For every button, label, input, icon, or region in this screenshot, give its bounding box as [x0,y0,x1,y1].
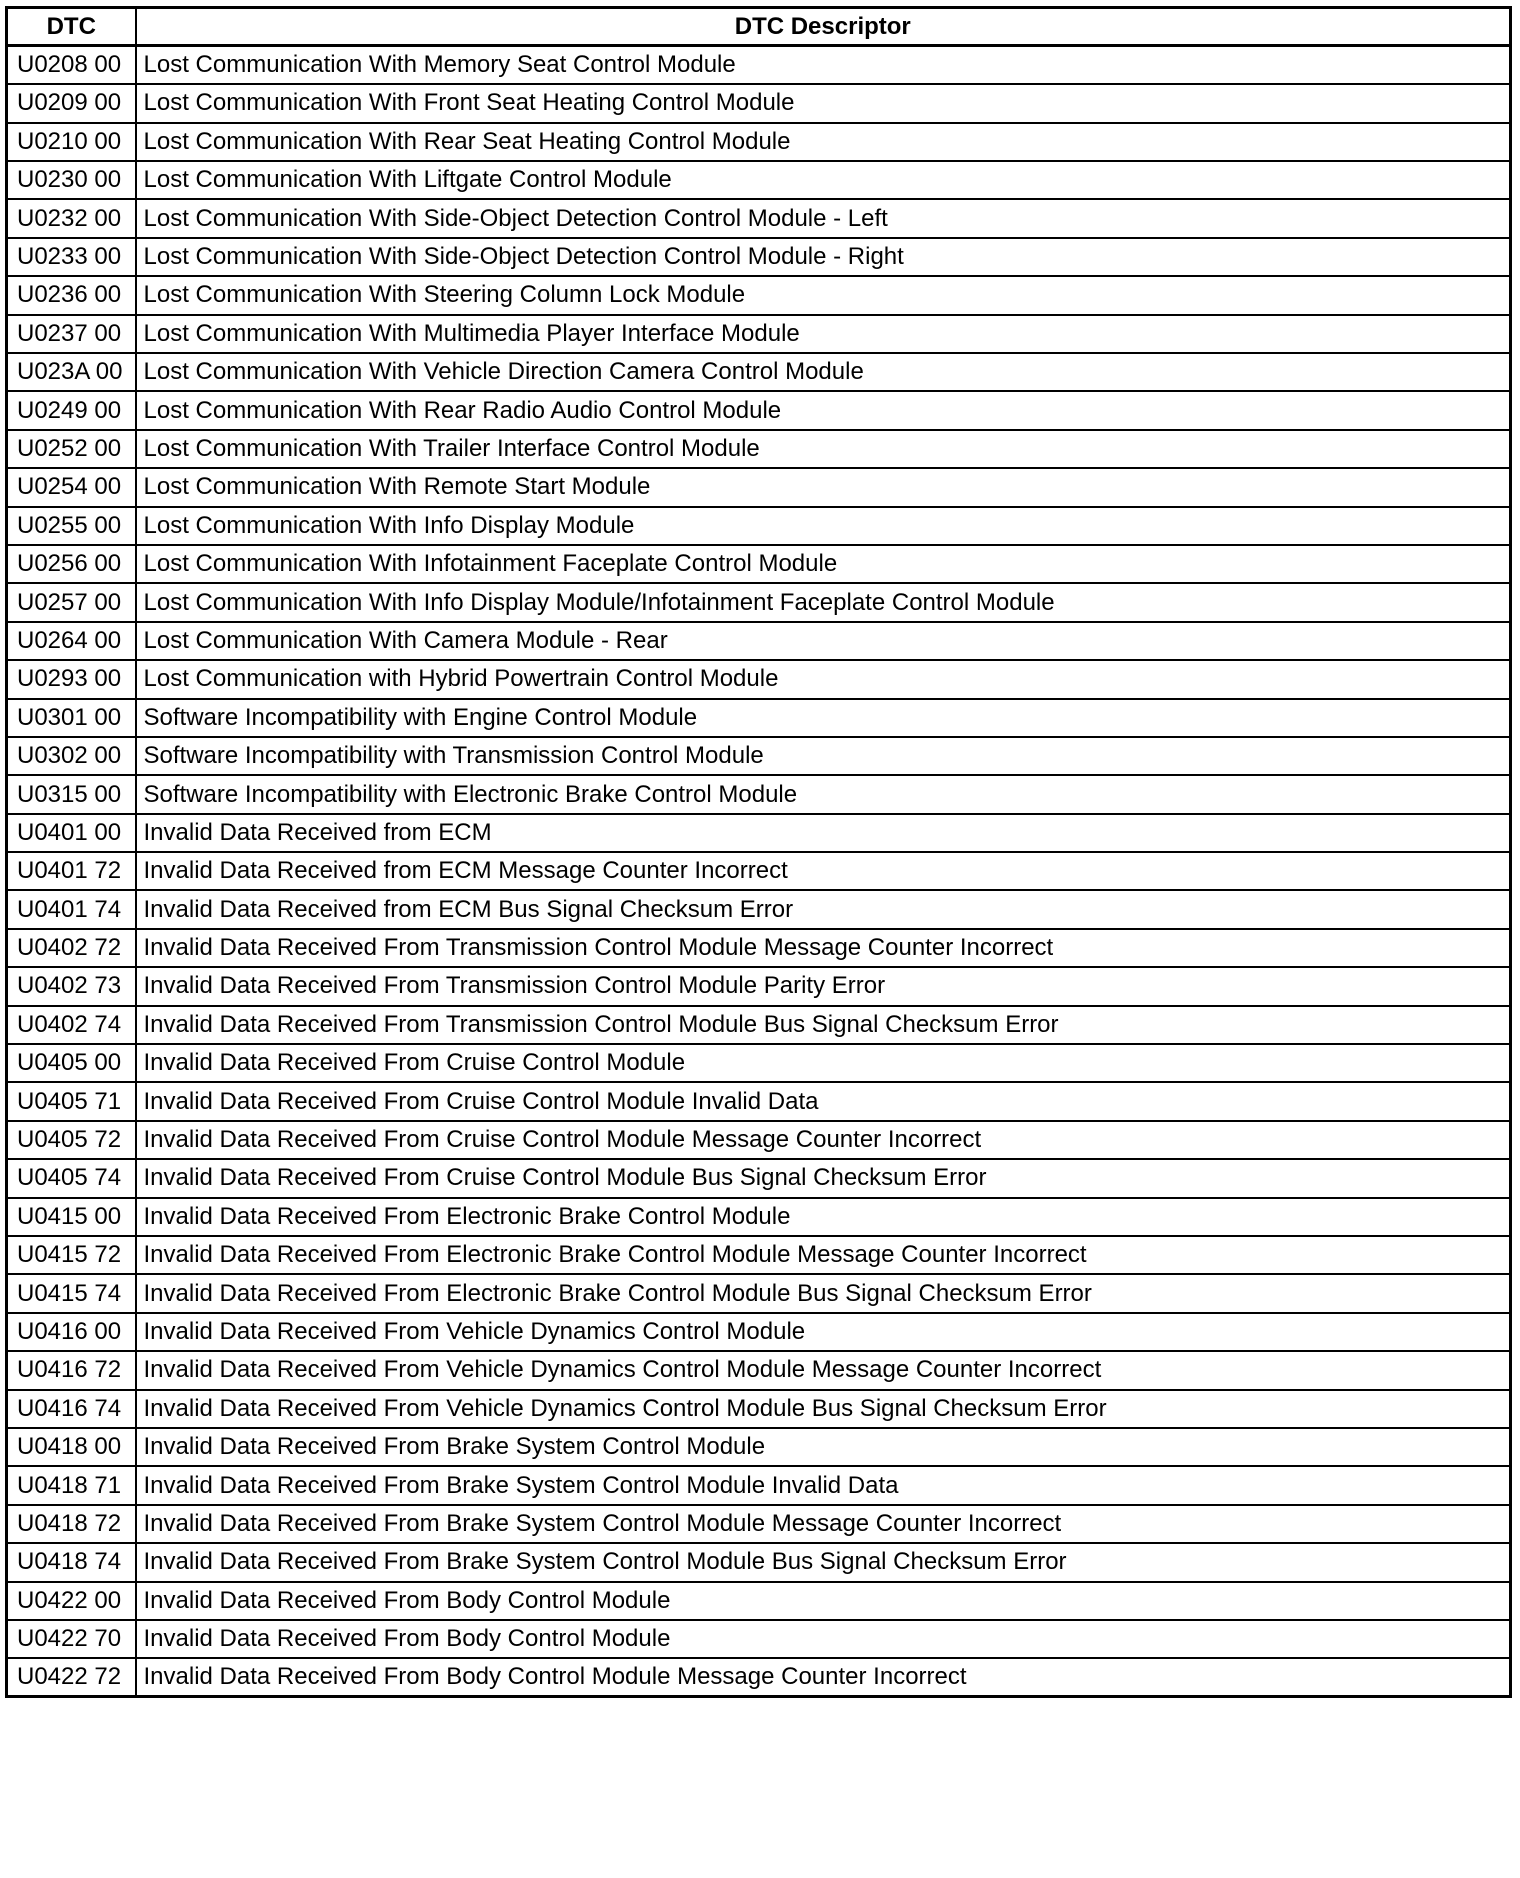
table-row [7,238,1511,276]
dtc-code-cell: U0237 00 [7,315,136,353]
dtc-code-cell: U0422 00 [7,1582,136,1620]
dtc-descriptor-cell: Invalid Data Received From Transmission Control Module Parity Error [136,967,1511,1005]
dtc-descriptor-cell: Lost Communication With Side-Object Detection Control Module - Left [136,199,1511,237]
dtc-code-cell: U0416 72 [7,1351,136,1389]
dtc-descriptor-cell: Invalid Data Received From Vehicle Dynamics Control Module [136,1313,1511,1351]
dtc-code-cell: U0405 00 [7,1044,136,1082]
table-row [7,660,1511,698]
table-row [7,1082,1511,1120]
table-row [7,1274,1511,1312]
dtc-descriptor-cell: Lost Communication With Camera Module - Rear [136,622,1511,660]
dtc-code-cell: U0230 00 [7,161,136,199]
dtc-code-cell: U0405 72 [7,1121,136,1159]
table-row [7,46,1511,84]
dtc-descriptor-cell: Lost Communication With Rear Seat Heating Control Module [136,123,1511,161]
dtc-descriptor-cell: Invalid Data Received from ECM [136,814,1511,852]
table-row [7,1428,1511,1466]
table-row [7,622,1511,660]
dtc-descriptor-cell: Invalid Data Received From Brake System Control Module Invalid Data [136,1466,1511,1504]
dtc-descriptor-cell: Invalid Data Received from ECM Bus Signal Checksum Error [136,890,1511,928]
dtc-descriptor-cell: Lost Communication With Remote Start Module [136,468,1511,506]
dtc-code-cell: U0256 00 [7,545,136,583]
dtc-descriptor-cell: Lost Communication With Multimedia Player Interface Module [136,315,1511,353]
dtc-code-cell: U0315 00 [7,775,136,813]
dtc-descriptor-cell: Lost Communication With Info Display Module/Infotainment Faceplate Control Module [136,583,1511,621]
table-row [7,1390,1511,1428]
dtc-code-cell: U0402 74 [7,1006,136,1044]
dtc-code-cell: U0402 73 [7,967,136,1005]
dtc-descriptor-cell: Invalid Data Received From Brake System Control Module [136,1428,1511,1466]
dtc-code-cell: U0418 71 [7,1466,136,1504]
dtc-code-cell: U0418 74 [7,1543,136,1581]
dtc-code-cell: U0210 00 [7,123,136,161]
table-row [7,583,1511,621]
table-row [7,1620,1511,1658]
table-row [7,315,1511,353]
dtc-code-cell: U0401 74 [7,890,136,928]
dtc-descriptor-cell: Invalid Data Received From Cruise Control Module [136,1044,1511,1082]
dtc-descriptor-cell: Invalid Data Received From Electronic Brake Control Module Message Counter Incorrect [136,1236,1511,1274]
table-row [7,1582,1511,1620]
dtc-descriptor-cell: Lost Communication With Front Seat Heating Control Module [136,84,1511,122]
table-row [7,852,1511,890]
dtc-code-cell: U0293 00 [7,660,136,698]
table-row [7,1044,1511,1082]
dtc-code-cell: U0301 00 [7,699,136,737]
dtc-code-cell: U0416 74 [7,1390,136,1428]
dtc-code-cell: U0257 00 [7,583,136,621]
dtc-code-cell: U0208 00 [7,46,136,84]
table-row [7,84,1511,122]
table-row [7,1505,1511,1543]
table-row [7,1313,1511,1351]
table-row [7,391,1511,429]
dtc-code-cell: U0264 00 [7,622,136,660]
table-row [7,775,1511,813]
dtc-code-cell: U0302 00 [7,737,136,775]
table-row [7,1658,1511,1696]
dtc-code-cell: U0418 72 [7,1505,136,1543]
dtc-code-cell: U0249 00 [7,391,136,429]
dtc-descriptor-cell: Invalid Data Received From Brake System Control Module Bus Signal Checksum Error [136,1543,1511,1581]
dtc-code-cell: U0415 00 [7,1198,136,1236]
table-row [7,353,1511,391]
dtc-code-cell: U0233 00 [7,238,136,276]
table-row [7,123,1511,161]
dtc-code-cell: U0405 74 [7,1159,136,1197]
dtc-descriptor-cell: Software Incompatibility with Engine Control Module [136,699,1511,737]
dtc-descriptor-cell: Invalid Data Received From Transmission Control Module Message Counter Incorrect [136,929,1511,967]
table-row [7,199,1511,237]
table-body [7,46,1511,1697]
dtc-code-cell: U0236 00 [7,276,136,314]
dtc-descriptor-cell: Lost Communication With Side-Object Detection Control Module - Right [136,238,1511,276]
dtc-descriptor-cell: Invalid Data Received from ECM Message Counter Incorrect [136,852,1511,890]
table-row [7,814,1511,852]
dtc-descriptor-cell: Lost Communication With Memory Seat Control Module [136,46,1511,84]
dtc-descriptor-cell: Lost Communication With Liftgate Control Module [136,161,1511,199]
dtc-code-cell: U0232 00 [7,199,136,237]
dtc-code-cell: U0209 00 [7,84,136,122]
dtc-descriptor-cell: Invalid Data Received From Body Control Module [136,1620,1511,1658]
dtc-code-cell: U0415 72 [7,1236,136,1274]
column-header-descriptor: DTC Descriptor [136,8,1511,46]
dtc-code-cell: U0416 00 [7,1313,136,1351]
dtc-code-cell: U0415 74 [7,1274,136,1312]
dtc-table [5,6,1512,1698]
dtc-code-cell: U0401 72 [7,852,136,890]
table-row [7,468,1511,506]
dtc-descriptor-cell: Invalid Data Received From Cruise Control Module Message Counter Incorrect [136,1121,1511,1159]
dtc-code-cell: U0252 00 [7,430,136,468]
table-row [7,929,1511,967]
dtc-descriptor-cell: Software Incompatibility with Transmission Control Module [136,737,1511,775]
table-row [7,967,1511,1005]
dtc-code-cell: U023A 00 [7,353,136,391]
dtc-descriptor-cell: Lost Communication With Rear Radio Audio Control Module [136,391,1511,429]
dtc-descriptor-cell: Invalid Data Received From Cruise Control Module Invalid Data [136,1082,1511,1120]
dtc-code-cell: U0422 70 [7,1620,136,1658]
table-row [7,1543,1511,1581]
dtc-descriptor-cell: Invalid Data Received From Vehicle Dynamics Control Module Message Counter Incorrect [136,1351,1511,1389]
table-row [7,699,1511,737]
column-header-dtc: DTC [7,8,136,46]
dtc-descriptor-cell: Invalid Data Received From Body Control Module [136,1582,1511,1620]
dtc-descriptor-cell: Invalid Data Received From Vehicle Dynamics Control Module Bus Signal Checksum Error [136,1390,1511,1428]
dtc-descriptor-cell: Lost Communication with Hybrid Powertrain Control Module [136,660,1511,698]
table-row [7,1121,1511,1159]
dtc-descriptor-cell: Lost Communication With Steering Column Lock Module [136,276,1511,314]
table-row [7,430,1511,468]
dtc-descriptor-cell: Invalid Data Received From Brake System Control Module Message Counter Incorrect [136,1505,1511,1543]
dtc-descriptor-cell: Lost Communication With Info Display Module [136,507,1511,545]
table-row [7,545,1511,583]
dtc-descriptor-cell: Invalid Data Received From Transmission Control Module Bus Signal Checksum Error [136,1006,1511,1044]
table-row [7,507,1511,545]
table-row [7,1466,1511,1504]
table-row [7,1351,1511,1389]
table-row [7,276,1511,314]
dtc-code-cell: U0255 00 [7,507,136,545]
table-row [7,1236,1511,1274]
dtc-code-cell: U0401 00 [7,814,136,852]
table-row [7,1198,1511,1236]
dtc-descriptor-cell: Invalid Data Received From Electronic Brake Control Module Bus Signal Checksum Error [136,1274,1511,1312]
dtc-descriptor-cell: Lost Communication With Vehicle Direction Camera Control Module [136,353,1511,391]
dtc-code-cell: U0402 72 [7,929,136,967]
table-header [7,8,1511,46]
table-row [7,737,1511,775]
table-row [7,161,1511,199]
dtc-descriptor-cell: Lost Communication With Trailer Interface Control Module [136,430,1511,468]
table-row [7,1006,1511,1044]
dtc-code-cell: U0418 00 [7,1428,136,1466]
dtc-descriptor-cell: Invalid Data Received From Cruise Control Module Bus Signal Checksum Error [136,1159,1511,1197]
dtc-descriptor-cell: Lost Communication With Infotainment Faceplate Control Module [136,545,1511,583]
dtc-descriptor-cell: Software Incompatibility with Electronic Brake Control Module [136,775,1511,813]
header-row [7,8,1511,46]
table-row [7,1159,1511,1197]
dtc-code-cell: U0254 00 [7,468,136,506]
dtc-code-cell: U0422 72 [7,1658,136,1696]
dtc-descriptor-cell: Invalid Data Received From Body Control Module Message Counter Incorrect [136,1658,1511,1696]
dtc-descriptor-cell: Invalid Data Received From Electronic Brake Control Module [136,1198,1511,1236]
table-row [7,890,1511,928]
dtc-code-cell: U0405 71 [7,1082,136,1120]
